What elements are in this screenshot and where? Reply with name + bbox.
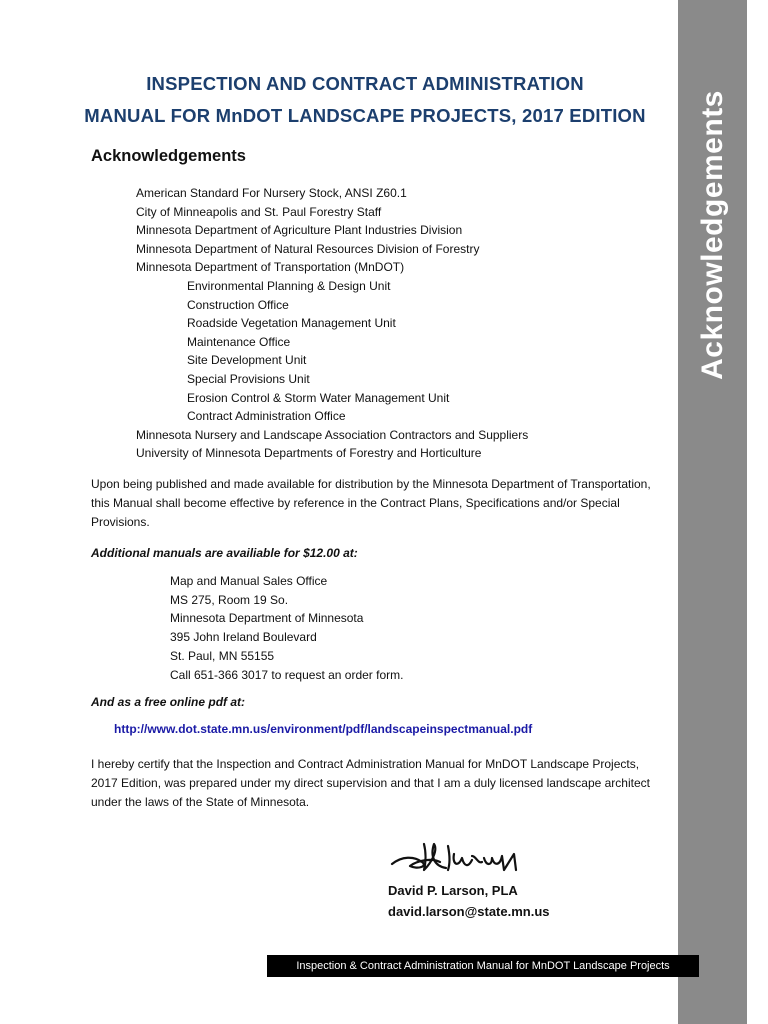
list-item: Minnesota Department of Transportation (MnDOT) [136,260,405,275]
list-item: University of Minnesota Departments of Forestry and Horticulture [136,446,482,461]
signer-email: david.larson@state.mn.us [388,904,550,919]
signer-block [388,880,550,922]
certification-paragraph: I hereby certify that the Inspection and Contract Administration Manual for MnDOT Landscape Projects, 2017 Edition, was prepared under my direct supervision and that I am a duly licensed landscape architect under the laws of the State of Minnesota. [91,757,650,809]
document-title [60,68,670,132]
title-line-2: MANUAL FOR MnDOT LANDSCAPE PROJECTS, 2017 EDITION [84,105,646,126]
list-item-sub: Roadside Vegetation Management Unit [187,316,396,331]
pdf-link[interactable]: http://www.dot.state.mn.us/environment/pdf/landscapeinspectmanual.pdf [114,722,533,736]
address-line: MS 275, Room 19 So. [170,592,289,607]
side-tab-label: Acknowledgements [696,90,729,380]
address-line: St. Paul, MN 55155 [170,648,275,663]
mailing-address [170,572,403,684]
address-line: Minnesota Department of Minnesota [170,611,364,626]
additional-manuals-heading: Additional manuals are availiable for $12.00 at: [91,546,358,560]
footer-bar: Inspection & Contract Administration Manual for MnDOT Landscape Projects [267,955,699,977]
signature-image [388,836,540,878]
address-line: Map and Manual Sales Office [170,574,328,588]
list-item: American Standard For Nursery Stock, ANSI Z60.1 [136,186,407,200]
list-item: Minnesota Nursery and Landscape Association Contractors and Suppliers [136,427,529,442]
list-item-sub: Maintenance Office [187,334,291,349]
list-item-sub: Environmental Planning & Design Unit [187,278,391,293]
address-line: 395 John Ireland Boulevard [170,630,317,645]
list-item-sub: Contract Administration Office [187,409,346,424]
title-line-1: INSPECTION AND CONTRACT ADMINISTRATION [146,73,584,94]
list-item: City of Minneapolis and St. Paul Forestry Staff [136,204,382,219]
list-item-sub: Construction Office [187,297,289,312]
list-item-sub: Site Development Unit [187,353,307,368]
list-item-sub: Erosion Control & Storm Water Management Unit [187,390,450,405]
list-item: Minnesota Department of Agriculture Plant Industries Division [136,223,463,238]
acknowledgements-list [136,184,666,463]
effective-paragraph: Upon being published and made available for distribution by the Minnesota Department of Transportation, this Manual shall become effective by reference in the Contract Plans, Specifications and/or Special Provisions. [91,477,651,529]
list-item: Minnesota Department of Natural Resources Division of Forestry [136,241,480,256]
free-pdf-heading: And as a free online pdf at: [91,695,246,709]
list-item-sub: Special Provisions Unit [187,371,310,386]
address-line: Call 651-366 3017 to request an order form. [170,667,404,682]
signer-name: David P. Larson, PLA [388,883,518,898]
section-heading: Acknowledgements [91,147,246,165]
